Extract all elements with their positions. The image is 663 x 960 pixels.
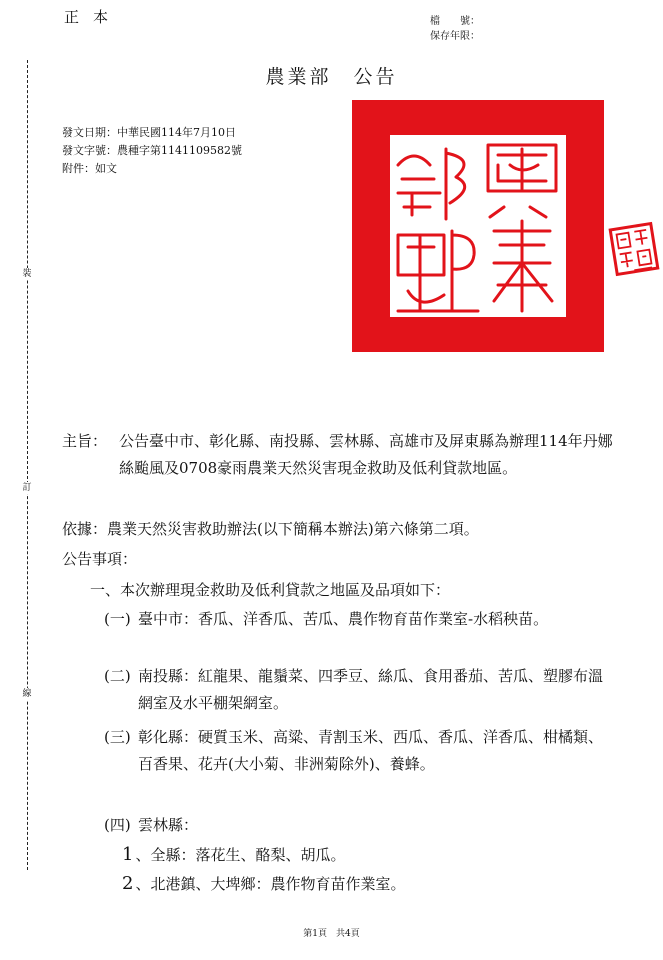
document-title: 農業部 公告: [265, 66, 398, 88]
yunlin-item-number: 1: [122, 844, 134, 865]
seal-script-glyphs: [390, 135, 566, 317]
sub-item-label: (三): [104, 728, 131, 746]
file-meta: [430, 14, 480, 44]
issue-info: [62, 124, 242, 178]
yunlin-item-text: 、全縣：落花生、酪梨、胡瓜。: [135, 846, 346, 864]
sub-item-text: 臺中市：香瓜、洋香瓜、苦瓜、農作物育苗作業室-水稻秧苗。: [138, 610, 549, 628]
sub-item-taichung: [104, 606, 616, 633]
sub-item-nantou: [104, 663, 616, 717]
sub-item-text: 雲林縣：: [138, 816, 199, 834]
seal-inner-field: [390, 135, 566, 317]
sub-item-label: (一): [104, 610, 131, 628]
sub-item-label: (二): [104, 667, 131, 685]
sub-item-label: (四): [104, 816, 131, 834]
yunlin-item-1: [122, 844, 345, 865]
binding-label-xian: 線: [20, 688, 34, 700]
sub-item-text: 彰化縣：硬質玉米、高粱、青割玉米、西瓜、香瓜、洋香瓜、柑橘類、百香果、花卉(大小菊、非洲菊除外)、養蜂。: [138, 728, 604, 773]
issue-date: 發文日期：中華民國114年7月10日: [62, 126, 236, 139]
minister-seal: [607, 221, 660, 278]
ministry-seal: [352, 100, 604, 352]
subject-text: 公告臺中市、彰化縣、南投縣、雲林縣、高雄市及屏東縣為辦理114年丹娜絲颱風及0708豪雨農業天然災害現金救助及低利貸款地區。: [119, 432, 613, 477]
file-number-label: 檔 號：: [430, 16, 480, 27]
page-footer: 第1頁 共4頁: [303, 929, 360, 939]
yunlin-item-2: [122, 873, 405, 894]
basis-paragraph: 依據：農業天然災害救助辦法(以下簡稱本辦法)第六條第二項。: [62, 520, 479, 538]
item-one: 一、本次辦理現金救助及低利貸款之地區及品項如下：: [90, 581, 451, 599]
attachment-note: 附件：如文: [62, 162, 117, 175]
yunlin-item-text: 、北港鎮、大埤鄉：農作物育苗作業室。: [135, 875, 406, 893]
binding-label-zhuang: 裝: [20, 268, 34, 280]
sub-item-changhua: [104, 724, 616, 778]
subject-label: 主旨：: [62, 432, 108, 450]
small-seal-glyphs: [607, 221, 660, 278]
binding-dashed-line: [27, 60, 28, 870]
original-copy-mark: 正本: [64, 8, 123, 26]
retention-period-label: 保存年限：: [430, 31, 480, 42]
sub-item-text: 南投縣：紅龍果、龍鬚菜、四季豆、絲瓜、食用番茄、苦瓜、塑膠布溫網室及水平棚架網室。: [138, 667, 604, 712]
sub-item-yunlin: [104, 812, 616, 839]
issue-ref-number: 發文字號：農種字第1141109582號: [62, 144, 242, 157]
binding-label-ding: 訂: [20, 482, 34, 494]
yunlin-item-number: 2: [122, 873, 134, 894]
items-header: 公告事項：: [62, 550, 138, 568]
